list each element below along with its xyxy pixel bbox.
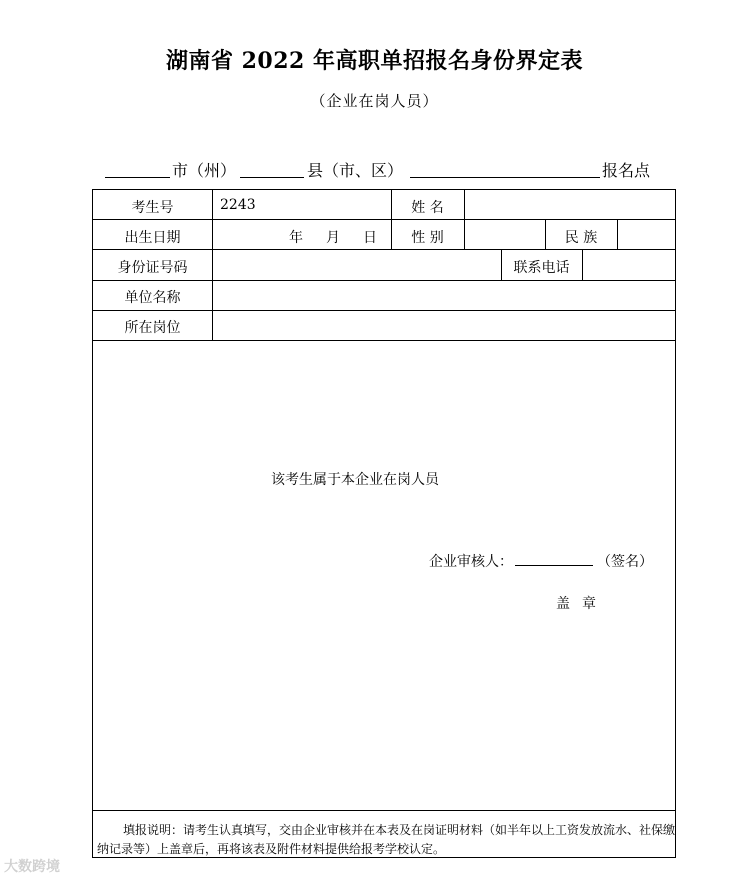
point-label: 报名点 (602, 161, 651, 180)
seal-label: 盖章 (556, 596, 608, 612)
id-label: 身份证号码 (117, 260, 188, 276)
birth-label: 出生日期 (124, 230, 181, 246)
ethnicity-field[interactable] (618, 220, 675, 249)
city-label: 市（州） (172, 161, 237, 180)
position-field[interactable] (213, 311, 675, 340)
county-blank[interactable] (240, 158, 304, 178)
exam-no-label: 考生号 (131, 200, 174, 216)
ethnicity-label: 民 族 (564, 230, 598, 246)
certification-statement: 该考生属于本企业在岗人员 (271, 472, 439, 488)
phone-label: 联系电话 (513, 260, 570, 276)
phone-field[interactable] (583, 250, 675, 280)
sign-label: （签名） (597, 554, 653, 570)
page-title: 湖南省 2022 年高职单招报名身份界定表 (165, 48, 584, 74)
county-label: 县（市、区） (307, 161, 404, 180)
gender-label: 性 别 (411, 230, 444, 246)
location-line (105, 158, 665, 180)
reviewer-label: 企业审核人： (429, 554, 513, 570)
birth-day-label: 日 (363, 230, 377, 246)
point-blank[interactable] (410, 158, 600, 178)
filling-notes: 填报说明：请考生认真填写，交由企业审核并在本表及在岗证明材料（如半年以上工资发放流水、社保缴纳记录等）上盖章后，再将该表及附件材料提供给报考学校认定。 (97, 823, 676, 856)
gender-field[interactable] (465, 220, 545, 249)
id-field[interactable] (213, 250, 501, 280)
name-label: 姓 名 (411, 200, 444, 216)
employer-label: 单位名称 (124, 290, 181, 306)
exam-no-value[interactable]: 2243 (220, 197, 256, 213)
identity-form (92, 189, 676, 858)
city-blank[interactable] (105, 158, 170, 178)
watermark-logo: 大数跨境 (4, 859, 60, 875)
birth-month-label: 月 (326, 230, 340, 246)
employer-field[interactable] (213, 281, 675, 310)
name-field[interactable] (465, 190, 675, 219)
position-label: 所在岗位 (124, 320, 181, 336)
signature-blank[interactable] (515, 551, 593, 566)
reviewer-line (429, 551, 653, 571)
birth-year-label: 年 (289, 230, 303, 246)
page-subtitle: （企业在岗人员） (310, 92, 439, 110)
